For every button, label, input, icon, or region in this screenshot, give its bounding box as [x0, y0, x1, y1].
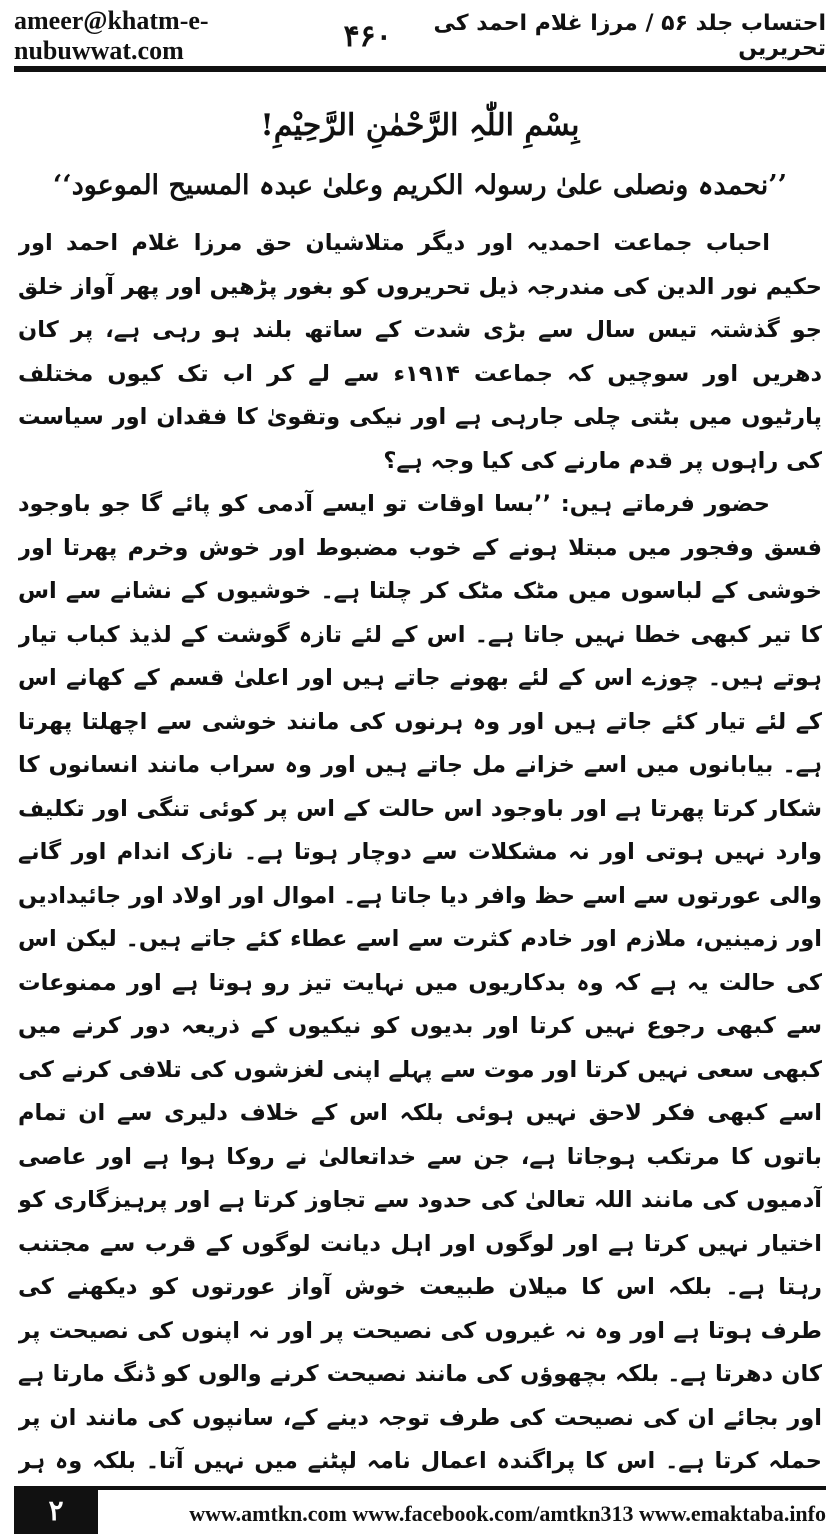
footer-links: www.amtkn.com www.facebook.com/amtkn313 www.emaktaba.info	[189, 1501, 826, 1526]
sheet-number: ۲	[14, 1486, 98, 1534]
invocation-line: ’’نحمدہ ونصلی علیٰ رسولہ الکریم وعلیٰ عبدہ المسیح الموعود‘‘	[52, 170, 788, 201]
paragraph-quote: حضور فرماتے ہیں: ’’بسا اوقات تو ایسے آدمی کو پائے گا جو باوجود فسق وفجور میں مبتلا ہونے کے خوب مضبوط اور خوش وخرم پھرتا اور خوشی کے لباسوں میں مٹک مٹک کر چلتا ہے۔ خوشیوں کے نشانے سے اس کا تیر کبھی خطا نہیں جاتا ہے۔ اس کے لئے تازہ گوشت کے لذیذ کباب تیار ہوتے ہیں۔ چوزے اس کے لئے بھونے جاتے ہیں اور اعلیٰ قسم کے کھانے اس کے لئے تیار کئے جاتے ہیں اور وہ ہرنوں کی مانند خوشی سے اچھلتا پھرتا ہے۔ بیابانوں میں اسے خزانے مل جاتے ہیں اور وہ سراب مانند انسانوں کا شکار کرتا پھرتا ہے اور باوجود اس حالت کے اس پر کوئی تنگی اور تکلیف وارد نہیں ہوتی اور نہ مشکلات سے دوچار ہوتا ہے۔ نازک اندام اور گانے والی عورتوں سے اسے حظ وافر دیا جاتا ہے۔ اموال اور اولاد اور جائیدادیں اور زمینیں، ملازم اور خادم کثرت سے اسے عطاء کئے جاتے ہیں۔ لیکن اس کی حالت یہ ہے کہ وہ بدکاریوں میں نہایت تیز رو ہوتا ہے اور ممنوعات سے کبھی رجوع نہیں کرتا اور بدیوں کو نیکیوں کے ذریعہ دور کرنے میں کبھی سعی نہیں کرتا اور موت سے پہلے اپنی لغزشوں کی تلافی کرنے کی اسے کبھی فکر لاحق نہیں ہوئی بلکہ اس کے خلاف دلیری سے ان تمام باتوں کا مرتکب ہوجاتا ہے، جن سے خداتعالیٰ نے روکا ہوا ہے اور عاصی آدمیوں کی مانند اللہ تعالیٰ کی حدود سے تجاوز کرتا ہے اور پرہیزگاری کو اختیار نہیں کرتا ہے اور لوگوں اور اہل دیانت لوگوں کے قرب سے مجتنب رہتا ہے۔ بلکہ اس کا میلان طبیعت خوش آواز عورتوں کو دیکھنے کی طرف ہوتا ہے اور وہ نہ غیروں کی نصیحت پر اور نہ اپنوں کی نصیحت پر کان دھرتا ہے۔ بلکہ بچھوؤں کی مانند نصیحت کرنے والوں کو ڈنگ مارتا ہے اور بجائے ان کی نصیحت کی طرف توجہ دینے کے، سانپوں کی مانند ان پر حملہ کرتا ہے۔ اس کا پراگندہ اعمال نامہ لپٹنے میں نہیں آتا۔ بلکہ وہ ہر	[18, 491, 822, 1474]
page-header	[14, 6, 826, 65]
paragraph-intro: احباب جماعت احمدیہ اور دیگر متلاشیان حق مرزا غلام احمد اور حکیم نور الدین کی مندرجہ ذیل تحریروں کو بغور پڑھیں اور پھر آواز خلق جو گذشتہ تیس سال سے بڑی شدت کے ساتھ بلند ہو رہی ہے، پر کان دھریں اور سوچیں کہ جماعت ۱۹۱۴ء سے لے کر اب تک کیوں مختلف پارٹیوں میں بٹتی چلی جارہی ہے اور نیکی وتقویٰ کا فقدان اور سیاست کی راہوں پر قدم مارنے کی کیا وجہ ہے؟	[18, 230, 822, 474]
header-left	[14, 6, 392, 66]
footer-rule	[98, 1486, 826, 1490]
bismillah-heading: بِسْمِ اللّٰہِ الرَّحْمٰنِ الرَّحِیْمِ!	[260, 108, 580, 143]
header-email: ameer@khatm-e-nubuwwat.com	[14, 6, 209, 65]
page-footer	[14, 1486, 826, 1534]
book-title: احتساب جلد ۵۶ / مرزا غلام احمد کی تحریریں	[433, 11, 826, 61]
page-number: ۴۶۰	[343, 18, 392, 54]
header-rule	[14, 66, 826, 72]
body-text	[18, 222, 822, 1477]
